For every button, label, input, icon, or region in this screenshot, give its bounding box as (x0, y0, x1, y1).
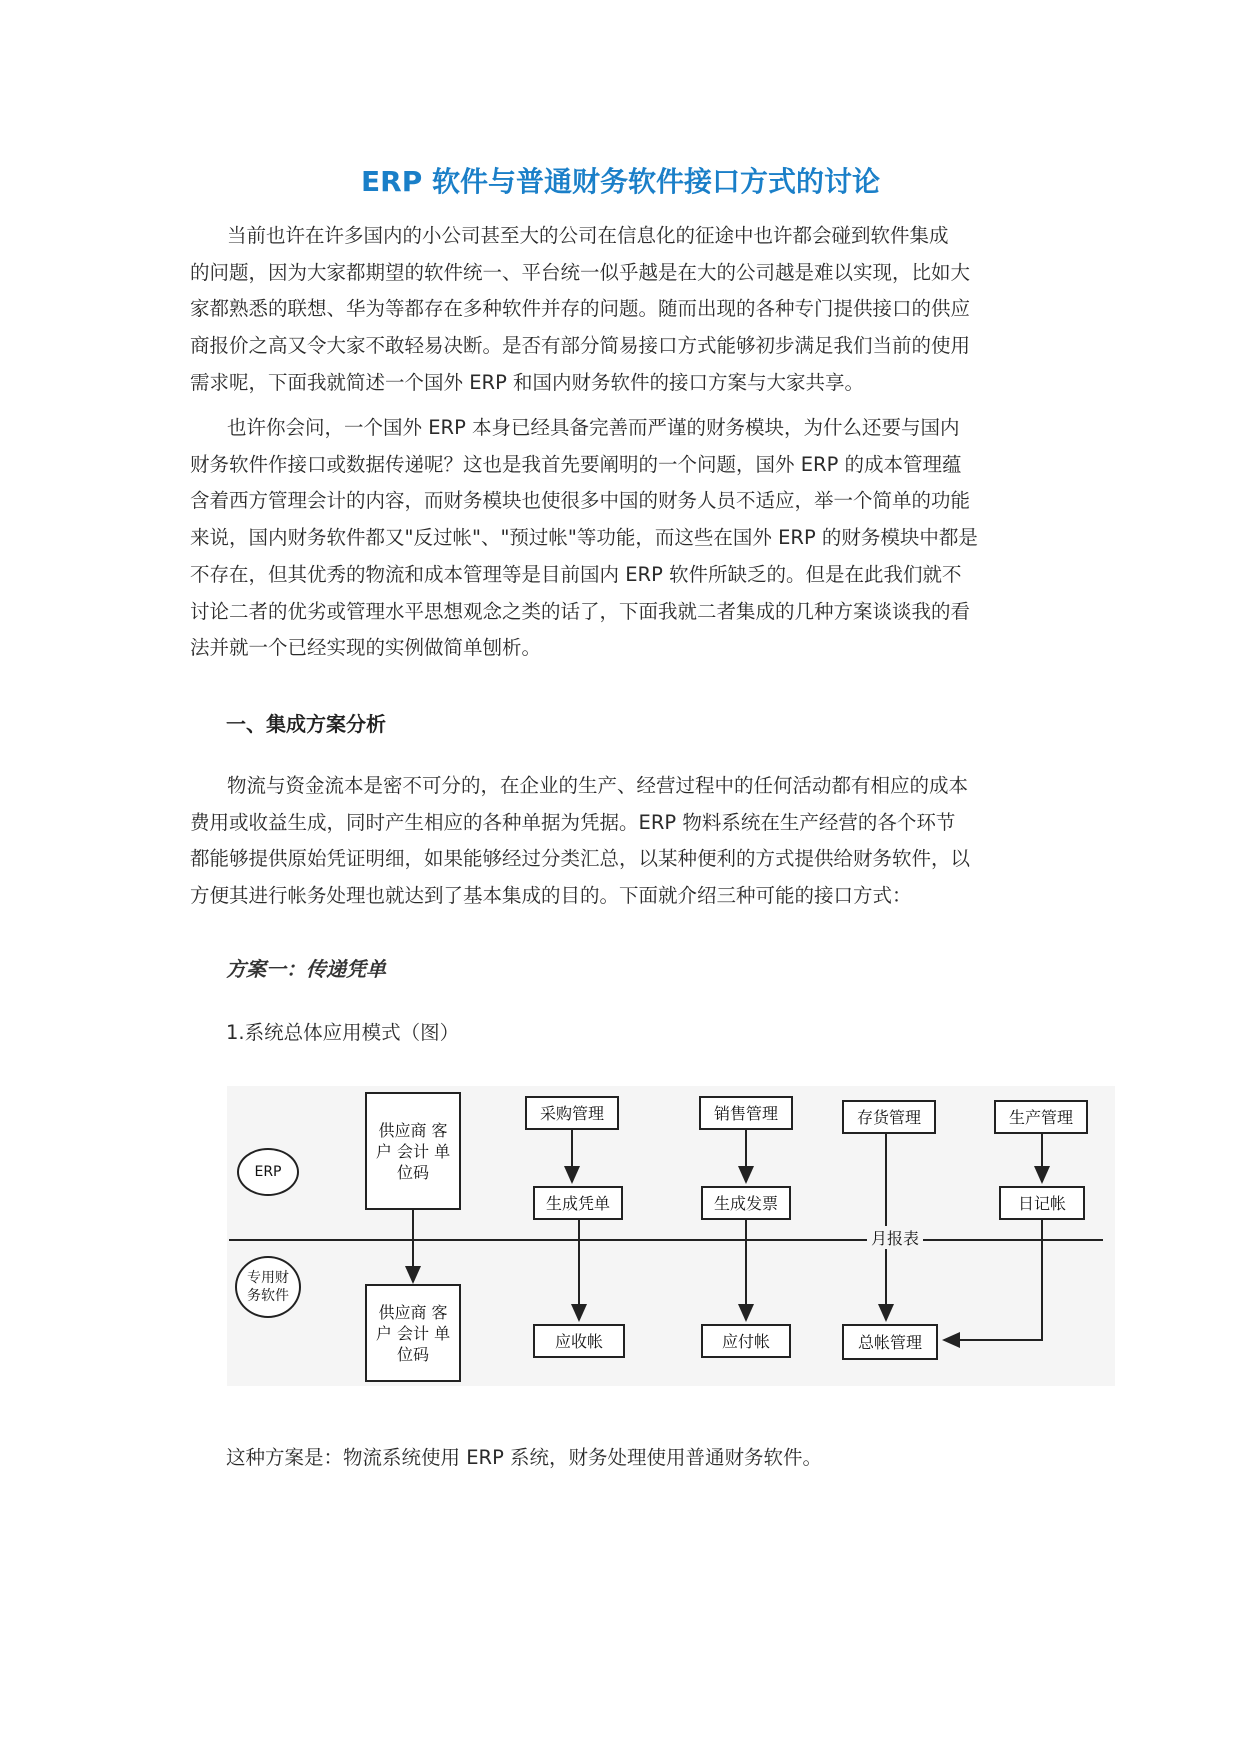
general-ledger-box: 总帐管理 (842, 1324, 938, 1360)
paragraph-intro (190, 218, 1052, 402)
paragraph-line: 当前也许在许多国内的小公司甚至大的公司在信息化的征途中也许都会碰到软件集成 (227, 224, 949, 247)
paragraph-question (190, 410, 1052, 667)
inventory-management-box: 存货管理 (842, 1100, 936, 1134)
generate-invoice-box: 生成发票 (701, 1186, 791, 1220)
receivable-box: 应收帐 (533, 1324, 625, 1358)
production-management-box: 生产管理 (994, 1100, 1088, 1134)
paragraph-line: 商报价之高又令大家不敢轻易决断。是否有部分简易接口方式能够初步满足我们当前的使用 (190, 334, 971, 358)
monthly-report-label: 月报表 (867, 1226, 923, 1249)
finance-layer-label: 专用财务软件 (235, 1256, 301, 1318)
paragraph-line: 都能够提供原始凭证明细，如果能够经过分类汇总，以某种便利的方式提供给财务软件，以 (190, 847, 971, 871)
master-data-box-finance: 供应商 客户 会计 单位码 (365, 1284, 461, 1382)
payable-box: 应付帐 (701, 1324, 791, 1358)
paragraph-line: 的问题，因为大家都期望的软件统一、平台统一似乎越是在大的公司越是难以实现，比如大 (190, 260, 971, 284)
paragraph-line: 法并就一个已经实现的实例做简单刨析。 (190, 636, 542, 660)
list-item: 1.系统总体应用模式（图） (226, 1021, 460, 1044)
paragraph-line: 也许你会问，一个国外 ERP 本身已经具备完善而严谨的财务模块，为什么还要与国内 (227, 416, 960, 439)
paragraph-line: 物流与资金流本是密不可分的，在企业的生产、经营过程中的任何活动都有相应的成本 (227, 774, 969, 797)
master-data-box-erp: 供应商 客户 会计 单位码 (365, 1092, 461, 1210)
journal-box: 日记帐 (999, 1186, 1085, 1220)
plan-heading: 方案一：传递凭单 (226, 957, 386, 981)
conclusion-text: 这种方案是：物流系统使用 ERP 系统，财务处理使用普通财务软件。 (226, 1446, 823, 1469)
purchase-management-box: 采购管理 (525, 1096, 619, 1130)
erp-layer-label: ERP (237, 1148, 299, 1196)
system-diagram (227, 1086, 1115, 1386)
paragraph-line: 来说，国内财务软件都又"反过帐"、"预过帐"等功能，而这些在国外 ERP 的财务模块中都是 (190, 526, 978, 550)
paragraph-line: 含着西方管理会计的内容，而财务模块也使很多中国的财务人员不适应，举一个简单的功能 (190, 489, 971, 513)
paragraph-line: 需求呢，下面我就简述一个国外 ERP 和国内财务软件的接口方案与大家共享。 (190, 370, 865, 394)
paragraph-line: 方便其进行帐务处理也就达到了基本集成的目的。下面就介绍三种可能的接口方式： (190, 884, 912, 908)
paragraph-line: 费用或收益生成，同时产生相应的各种单据为凭据。ERP 物料系统在生产经营的各个环节 (190, 810, 956, 834)
paragraph-line: 家都熟悉的联想、华为等都存在多种软件并存的问题。随而出现的各种专门提供接口的供应 (190, 297, 971, 321)
section-heading: 一、集成方案分析 (226, 712, 386, 736)
diagram-connectors (227, 1086, 1115, 1386)
paragraph-line: 财务软件作接口或数据传递呢？这也是我首先要阐明的一个问题，国外 ERP 的成本管理蕴 (190, 452, 962, 476)
page-title: ERP 软件与普通财务软件接口方式的讨论 (361, 165, 880, 198)
paragraph-line: 不存在，但其优秀的物流和成本管理等是目前国内 ERP 软件所缺乏的。但是在此我们就不 (190, 562, 962, 586)
sales-management-box: 销售管理 (699, 1096, 793, 1130)
paragraph-analysis (190, 768, 1052, 915)
paragraph-line: 讨论二者的优劣或管理水平思想观念之类的话了，下面我就二者集成的几种方案谈谈我的看 (190, 599, 971, 623)
generate-voucher-box: 生成凭单 (533, 1186, 623, 1220)
